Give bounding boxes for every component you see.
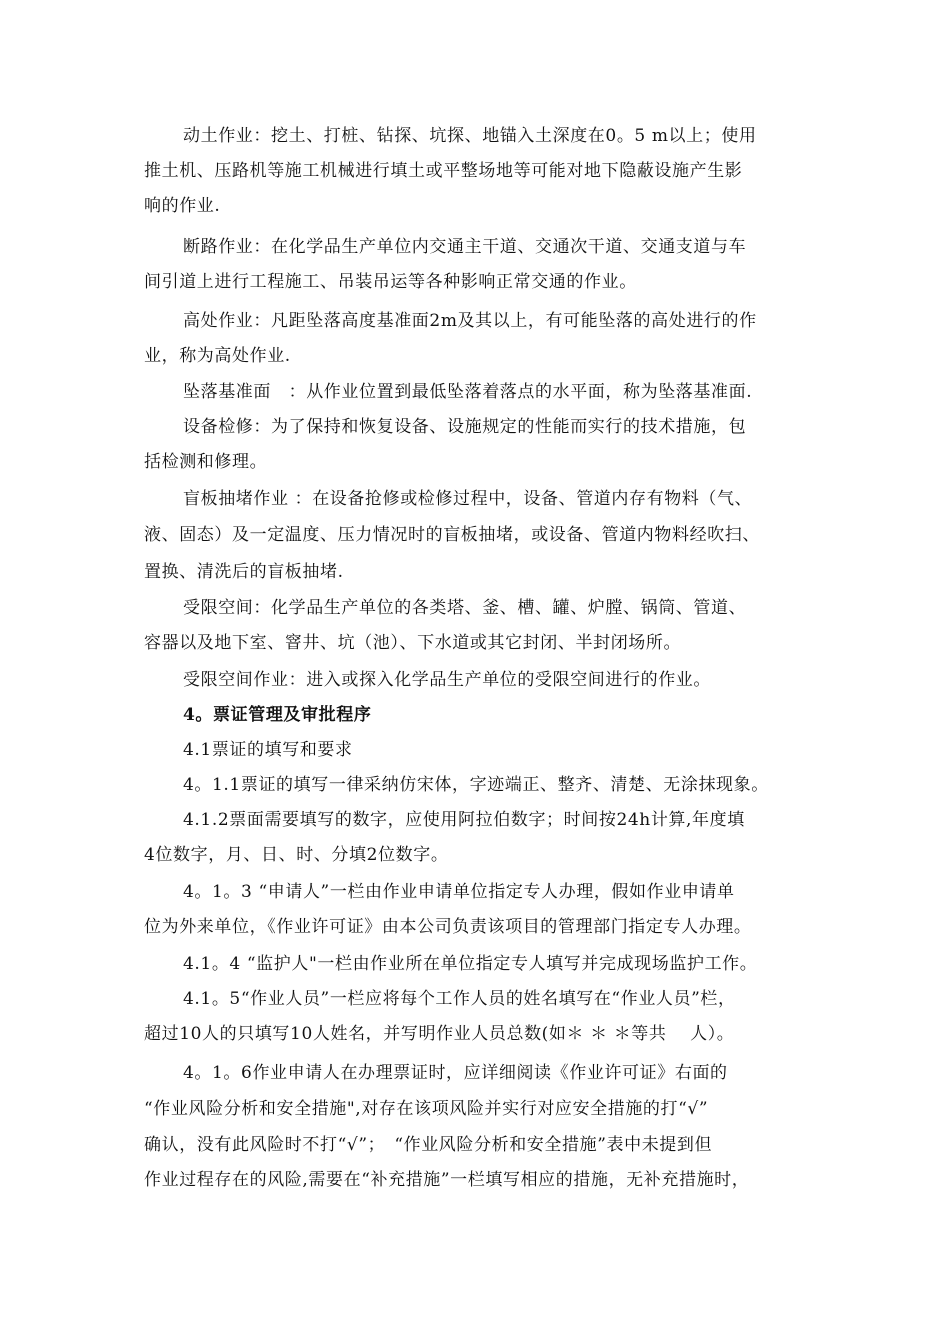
paragraph-line: 4.1.2票面需要填写的数字，应使用阿拉伯数字；时间按24h计算,年度填	[183, 810, 745, 830]
paragraph-line: 括检测和修理。	[144, 452, 268, 472]
paragraph-line: 4位数字，月、日、时、分填2位数字。	[144, 845, 449, 865]
paragraph-line: “作业风险分析和安全措施",对存在该项风险并实行对应安全措施的打“√”	[144, 1099, 709, 1119]
paragraph-line: 确认，没有此风险时不打“√”； “作业风险分析和安全措施”表中未提到但	[144, 1135, 713, 1155]
paragraph-line: 4.1。5“作业人员”一栏应将每个工作人员的姓名填写在“作业人员”栏，	[183, 989, 736, 1009]
paragraph-line: 盲板抽堵作业 ：在设备抢修或检修过程中，设备、管道内存有物料（气、	[183, 489, 753, 509]
paragraph-line: 作业过程存在的风险,需要在“补充措施”一栏填写相应的措施，无补充措施时，	[144, 1170, 750, 1190]
paragraph-line: 响的作业.	[144, 196, 221, 216]
paragraph-line: 坠落基准面 ：从作业位置到最低坠落着落点的水平面，称为坠落基准面.	[183, 382, 753, 402]
paragraph-line: 置换、清洗后的盲板抽堵.	[144, 562, 344, 582]
paragraph-line: 容器以及地下室、窨井、坑（池）、下水道或其它封闭、半封闭场所。	[144, 633, 682, 653]
paragraph-line: 推土机、压路机等施工机械进行填土或平整场地等可能对地下隐蔽设施产生影	[144, 161, 743, 181]
paragraph-line: 超过10人的只填写10人姓名，并写明作业人员总数(如＊ ＊ ＊等共 人）。	[144, 1024, 735, 1044]
paragraph-line: 间引道上进行工程施工、吊装吊运等各种影响正常交通的作业。	[144, 272, 637, 292]
paragraph-line: 位为外来单位，《作业许可证》由本公司负责该项目的管理部门指定专人办理。	[144, 917, 752, 937]
paragraph-line: 4。1。6作业申请人在办理票证时，应详细阅读《作业许可证》右面的	[183, 1063, 728, 1083]
paragraph-line: 业，称为高处作业.	[144, 346, 291, 366]
paragraph-line: 动土作业：挖土、打桩、钻探、坑探、地锚入土深度在0。5 m以上；使用	[183, 126, 757, 146]
paragraph-line: 设备检修：为了保持和恢复设备、设施规定的性能而实行的技术措施，包	[183, 417, 747, 437]
section-heading: 4。票证管理及审批程序	[183, 705, 372, 725]
subsection-heading: 4.1票证的填写和要求	[183, 740, 353, 760]
paragraph-line: 高处作业：凡距坠落高度基准面2m及其以上，有可能坠落的高处进行的作	[183, 311, 757, 331]
paragraph-line: 受限空间：化学品生产单位的各类塔、釜、槽、罐、炉膛、锅筒、管道、	[183, 598, 747, 618]
paragraph-line: 断路作业：在化学品生产单位内交通主干道、交通次干道、交通支道与车	[183, 237, 747, 257]
paragraph-line: 4.1。4 “监护人"一栏由作业所在单位指定专人填写并完成现场监护工作。	[183, 954, 758, 974]
paragraph-line: 4。1.1票证的填写一律采纳仿宋体，字迹端正、整齐、清楚、无涂抹现象。	[183, 775, 769, 795]
paragraph-line: 4。1。3 “申请人”一栏由作业申请单位指定专人办理，假如作业申请单	[183, 882, 735, 902]
paragraph-line: 受限空间作业：进入或探入化学品生产单位的受限空间进行的作业。	[183, 670, 711, 690]
paragraph-line: 液、固态）及一定温度、压力情况时的盲板抽堵，或设备、管道内物料经吹扫、	[144, 525, 760, 545]
